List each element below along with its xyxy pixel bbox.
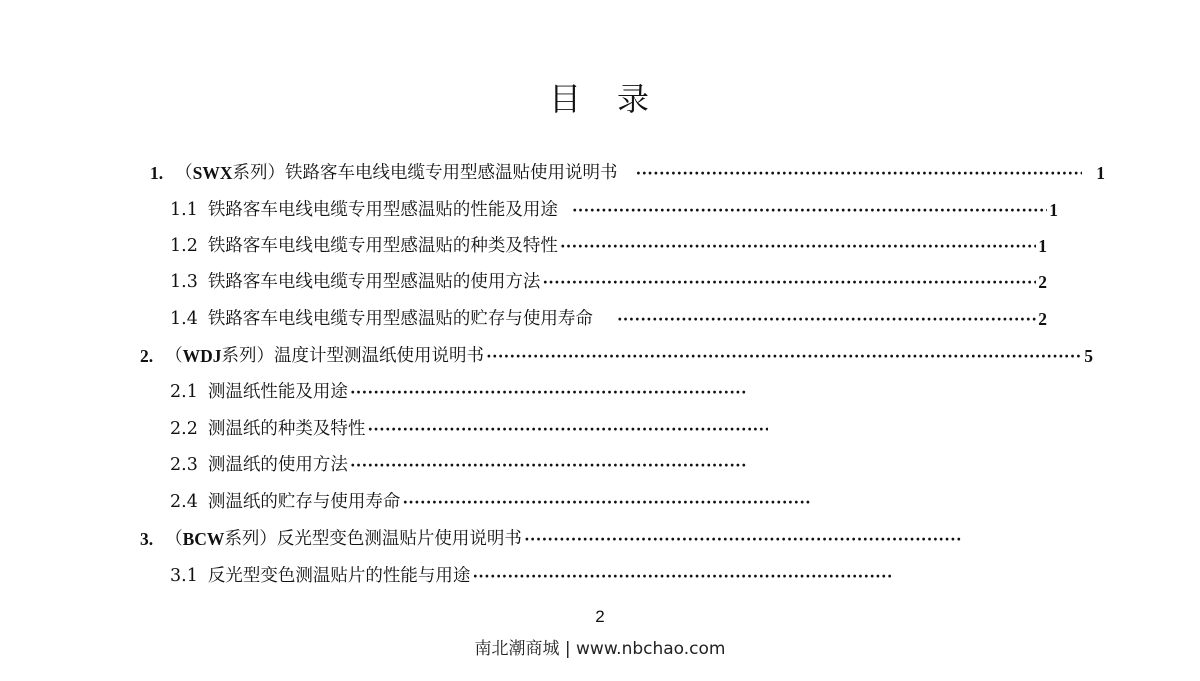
toc-entry-number: 1.4 xyxy=(170,309,198,329)
toc-leader-dots xyxy=(402,487,810,517)
toc-entry-page: 1 xyxy=(1096,163,1105,183)
toc-leader-dots xyxy=(486,341,1082,371)
toc-entry-page: 2 xyxy=(1038,272,1047,292)
toc-entry-code: BCW xyxy=(182,529,225,549)
toc-title: 目 录 xyxy=(548,80,651,118)
toc-entry-text: 铁路客车电线电缆专用型感温贴的贮存与使用寿命 xyxy=(207,309,593,329)
toc-entry-1-2[interactable] xyxy=(170,231,1047,261)
toc-leader-dots xyxy=(572,195,1047,225)
toc-entry-2[interactable] xyxy=(140,341,1093,371)
toc-entry-paren: （ xyxy=(165,346,183,366)
toc-entry-number: 1.2 xyxy=(170,236,198,256)
toc-entry-1[interactable] xyxy=(150,158,1105,188)
toc-entry-text: 测温纸性能及用途 xyxy=(207,382,348,402)
toc-entry-code: WDJ xyxy=(182,346,222,366)
toc-leader-dots xyxy=(636,158,1083,188)
toc-entry-text: 系列）反光型变色测温贴片使用说明书 xyxy=(224,529,522,549)
toc-entry-text: 铁路客车电线电缆专用型感温贴的种类及特性 xyxy=(207,236,558,256)
toc-entry-number: 2.2 xyxy=(170,419,198,439)
toc-entry-2-1[interactable] xyxy=(170,377,750,407)
toc-entry-number: 1.3 xyxy=(170,272,198,292)
toc-entry-number: 1.1 xyxy=(170,200,198,220)
toc-leader-dots xyxy=(350,377,748,407)
toc-leader-dots xyxy=(524,524,962,554)
toc-entry-2-4[interactable] xyxy=(170,487,812,517)
toc-entry-number: 1. xyxy=(150,163,164,183)
toc-entry-text: 铁路客车电线电缆专用型感温贴的性能及用途 xyxy=(207,200,558,220)
toc-entry-page: 2 xyxy=(1038,309,1047,329)
toc-entry-number: 2.3 xyxy=(170,455,198,475)
toc-entry-paren: （ xyxy=(175,163,193,183)
toc-entry-text: 测温纸的使用方法 xyxy=(207,455,348,475)
toc-entry-number: 2. xyxy=(140,346,154,366)
toc-entry-2-2[interactable] xyxy=(170,414,770,444)
toc-entry-code: SWX xyxy=(192,163,233,183)
toc-entry-1-3[interactable] xyxy=(170,267,1047,297)
toc-leader-dots xyxy=(350,450,748,480)
toc-entry-text: 反光型变色测温贴片的性能与用途 xyxy=(207,566,471,586)
toc-entry-2-3[interactable] xyxy=(170,450,750,480)
toc-entry-text: 测温纸的种类及特性 xyxy=(207,419,366,439)
toc-entry-number: 2.4 xyxy=(170,492,198,512)
toc-entry-text: 系列）温度计型测温纸使用说明书 xyxy=(221,346,485,366)
toc-entry-page: 1 xyxy=(1049,200,1058,220)
toc-leader-dots xyxy=(472,561,892,591)
page-number: 2 xyxy=(595,607,605,626)
toc-entry-page: 5 xyxy=(1084,346,1093,366)
toc-entry-text: 铁路客车电线电缆专用型感温贴的使用方法 xyxy=(207,272,541,292)
toc-entry-number: 2.1 xyxy=(170,382,198,402)
toc-leader-dots xyxy=(617,304,1036,334)
toc-entry-3[interactable] xyxy=(140,524,964,554)
toc-entry-number: 3. xyxy=(140,529,154,549)
toc-entry-page: 1 xyxy=(1038,236,1047,256)
toc-leader-dots xyxy=(367,414,768,444)
toc-leader-dots xyxy=(542,267,1036,297)
toc-leader-dots xyxy=(560,231,1036,261)
toc-entry-text: 系列）铁路客车电线电缆专用型感温贴使用说明书 xyxy=(232,163,618,183)
toc-entry-number: 3.1 xyxy=(170,566,198,586)
toc-entry-1-4[interactable] xyxy=(170,304,1047,334)
toc-entry-3-1[interactable] xyxy=(170,561,894,591)
toc-entry-text: 测温纸的贮存与使用寿命 xyxy=(207,492,401,512)
toc-entry-1-1[interactable] xyxy=(170,195,1058,225)
footer-site-label: 南北潮商城 | www.nbchao.com xyxy=(474,639,726,659)
toc-entry-paren: （ xyxy=(165,529,183,549)
